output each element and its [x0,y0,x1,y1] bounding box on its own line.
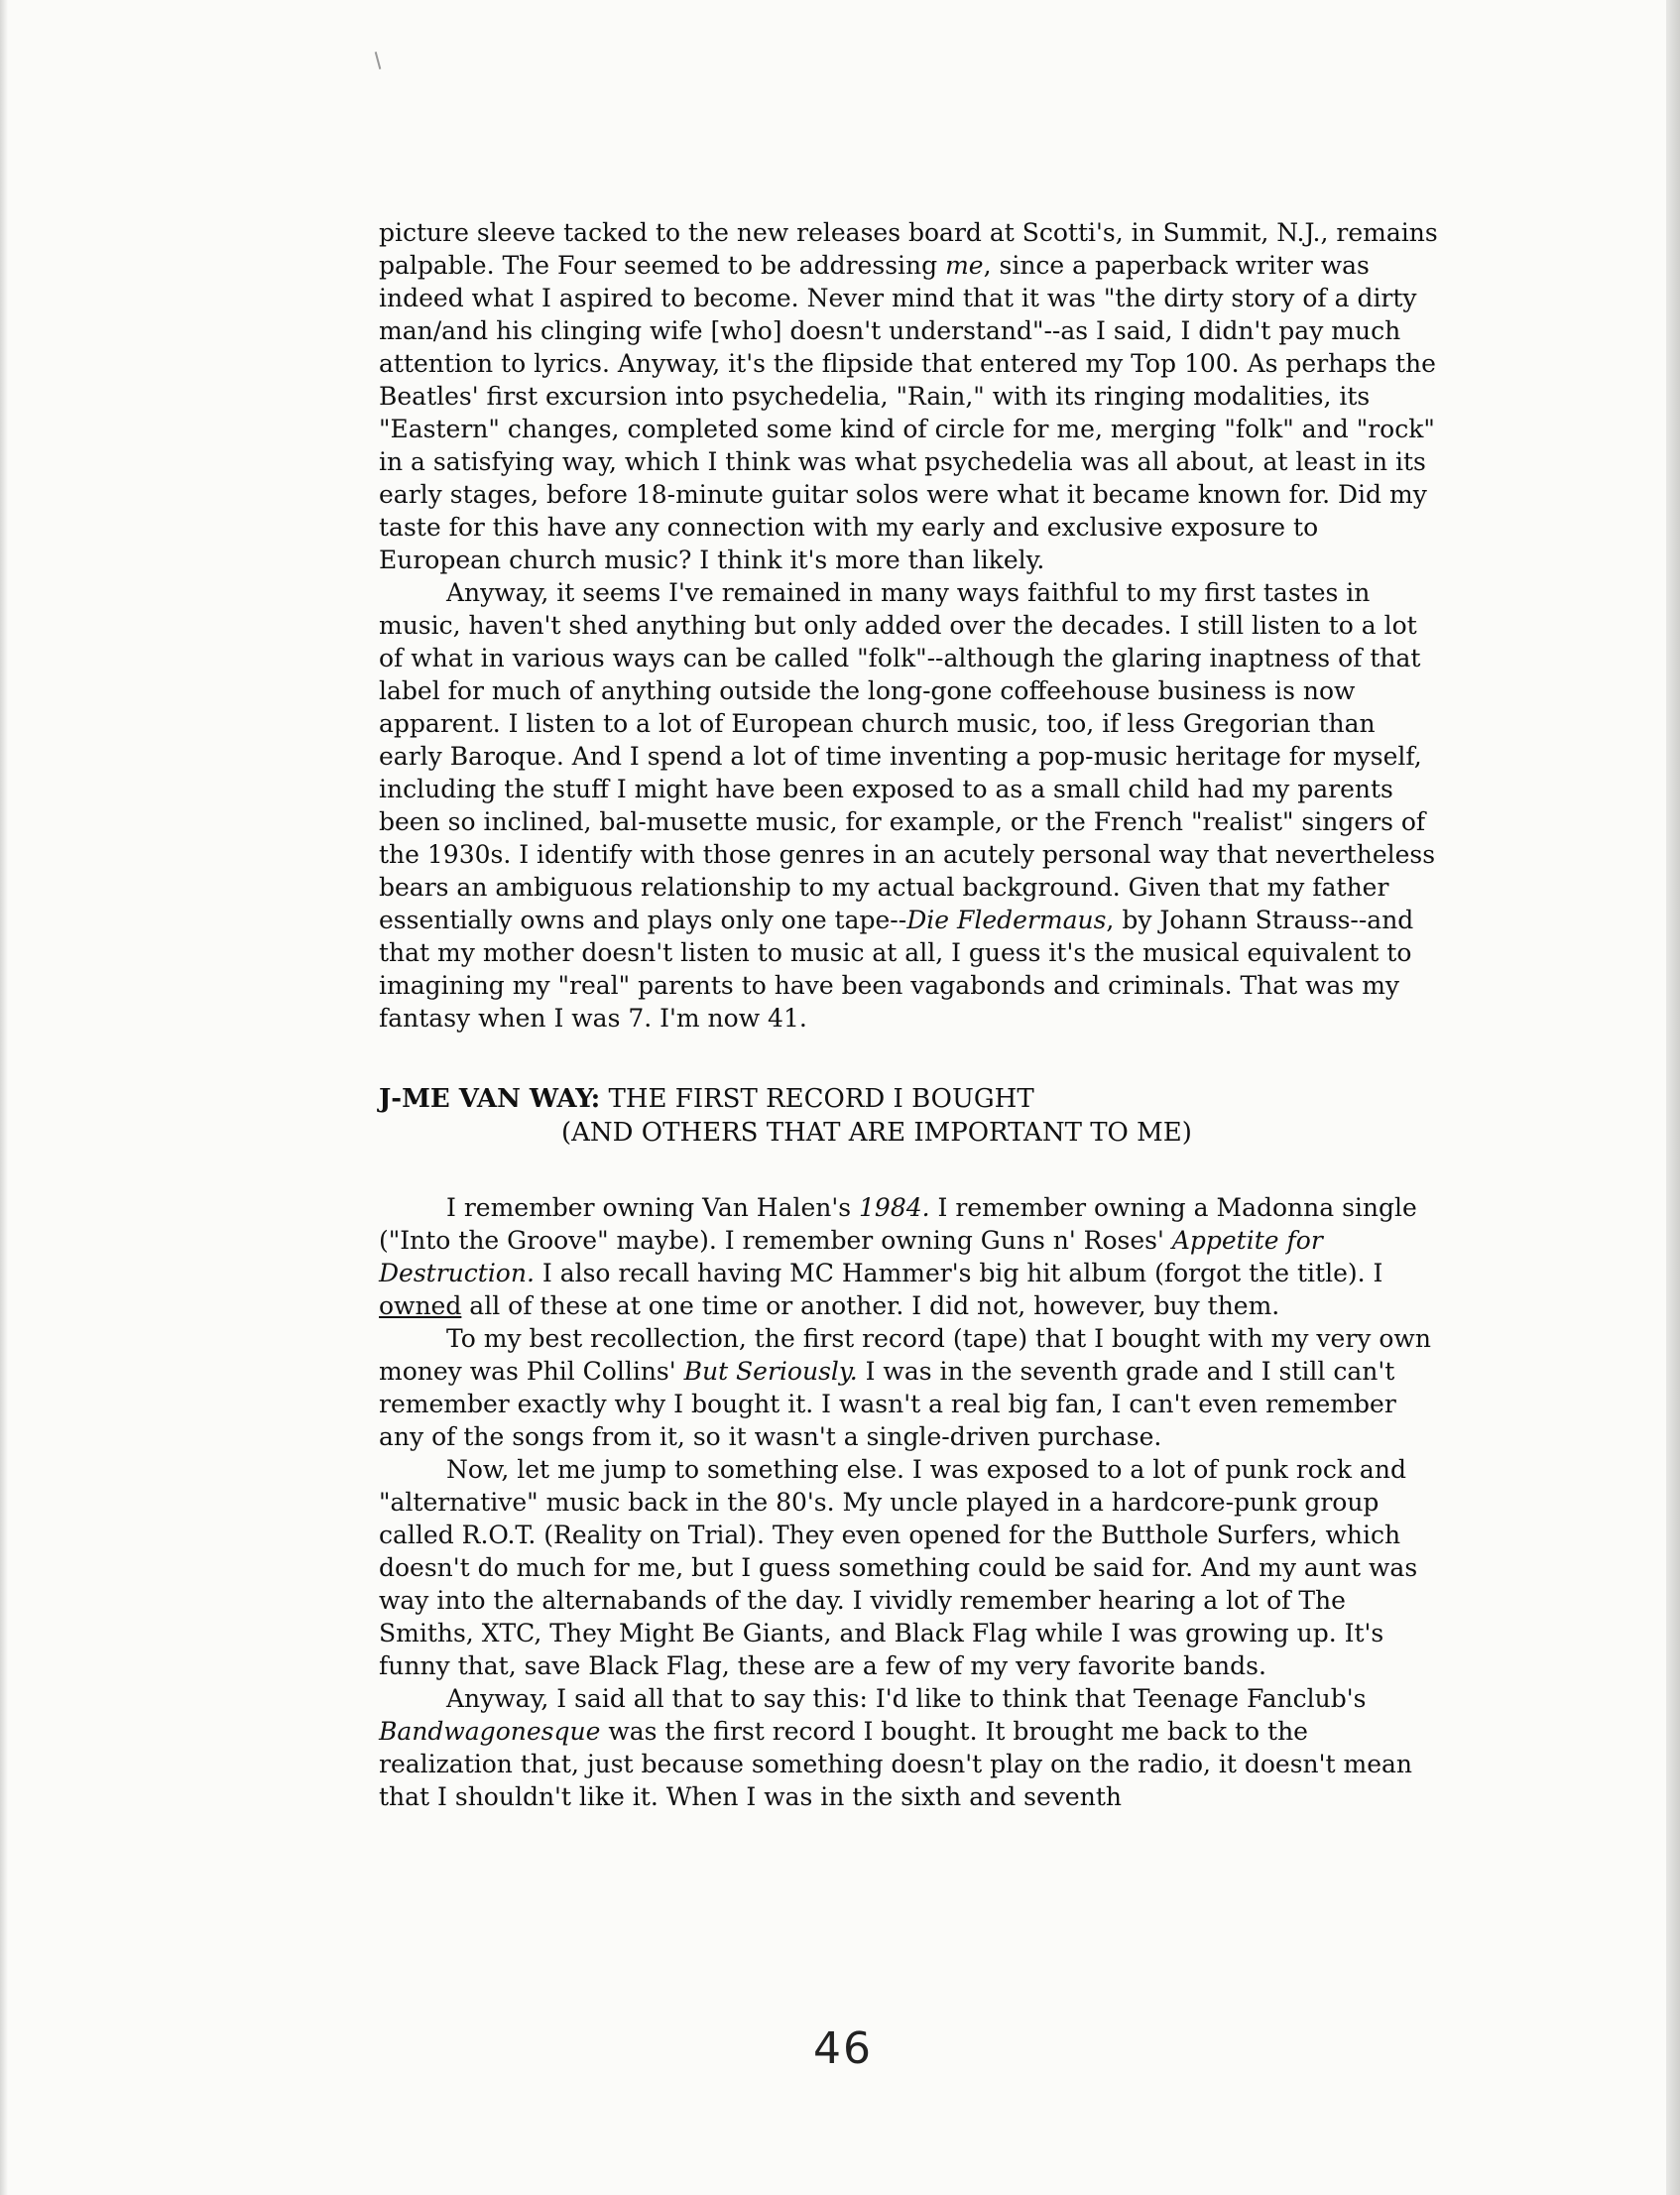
paragraph-3-text-d: all of these at one time or another. I did not, however, buy them. [461,1291,1280,1320]
paragraph-1 [379,216,1440,576]
paragraph-6 [379,1682,1440,1813]
paragraph-2 [379,576,1440,1035]
heading-author-name: J-ME VAN WAY: [379,1084,601,1114]
paragraph-4-emphasis: But Seriously. [683,1357,858,1386]
paragraph-6-text-a: Anyway, I said all that to say this: I'd like to think that Teenage Fanclub's [446,1684,1367,1713]
paragraph-6-emphasis: Bandwagonesque [379,1717,601,1746]
heading-title-line2: (AND OTHERS THAT ARE IMPORTANT TO ME) [561,1118,1192,1148]
scan-right-edge [1666,0,1680,2195]
section-heading [379,1082,1440,1150]
paragraph-6-text-b: was the first record I bought. It brought me back to the realization that, just because something doesn't play on the radio, it doesn't mean that I shouldn't like it. When I was in the sixth and seventh [379,1717,1413,1811]
paragraph-4 [379,1322,1440,1453]
paragraph-1-text-a: picture sleeve tacked to the new releases board at Scotti's, in Summit, N.J., remains palpable. The Four seemed to be addressing [379,218,1438,280]
paragraph-3-emphasis-2: Appetite for Destruction. [379,1226,1323,1287]
stray-mark [375,52,382,69]
paragraph-2-text-a: Anyway, it seems I've remained in many ways faithful to my first tastes in music, haven't shed anything but only added over the decades. I still listen to a lot of what in various ways can be called "folk"--although the glaring inaptness of that label for much of anything outside the long-gone coffeehouse business is now apparent. I listen to a lot of European church music, too, if less Gregorian than early Baroque. And I spend a lot of time inventing a pop-music heritage for myself, including the stuff I might have been exposed to as a small child had my parents been so inclined, bal-musette music, for example, or the French "realist" singers of the 1930s. I identify with those genres in an acutely personal way that nevertheless bears an ambiguous relationship to my actual background. Given that my father essentially owns and plays only one tape-- [379,578,1436,934]
paragraph-3-underlined: owned [379,1291,462,1320]
paragraph-4-text-a: To my best recollection, the first record (tape) that I bought with my very own money was Phil Collins' [379,1324,1431,1386]
heading-title-line1: THE FIRST RECORD I BOUGHT [608,1084,1034,1114]
paragraph-3-text-a: I remember owning Van Halen's [446,1193,860,1222]
document-body [379,216,1440,1813]
paragraph-4-text-b: I was in the seventh grade and I still can't remember exactly why I bought it. I wasn't a real big fan, I can't even remember any of the songs from it, so it wasn't a single-driven purchase. [379,1357,1396,1451]
paragraph-1-text-b: , since a paperback writer was indeed what I aspired to become. Never mind that it was "the dirty story of a dirty man/and his clinging wife [who] doesn't understand"--as I said, I didn't pay much attention to lyrics. Anyway, it's the flipside that entered my Top 100. As perhaps the Beatles' first excursion into psychedelia, "Rain," with its ringing modalities, its "Eastern" changes, completed some kind of circle for me, merging "folk" and "rock" in a satisfying way, which I think was what psychedelia was all about, at least in its early stages, before 18-minute guitar solos were what it became known for. Did my taste for this have any connection with my early and exclusive exposure to European church music? I think it's more than likely. [379,251,1436,574]
page-number: 46 [813,2023,873,2074]
paragraph-2-text-b: , by Johann Strauss--and that my mother doesn't listen to music at all, I guess it's the musical equivalent to imagining my "real" parents to have been vagabonds and criminals. That was my fantasy when I was 7. I'm now 41. [379,906,1414,1033]
paragraph-2-emphasis: Die Fledermaus [906,906,1107,934]
paragraph-3-emphasis-1: 1984. [859,1193,930,1222]
paragraph-5: Now, let me jump to something else. I was exposed to a lot of punk rock and "alternative" music back in the 80's. My uncle played in a hardcore-punk group called R.O.T. (Reality on Trial). They even opened for the Butthole Surfers, which doesn't do much for me, but I guess something could be said for. And my aunt was way into the alternabands of the day. I vividly remember hearing a lot of The Smiths, XTC, They Might Be Giants, and Black Flag while I was growing up. It's funny that, save Black Flag, these are a few of my very favorite bands. [379,1455,1418,1680]
section-body [379,1191,1440,1813]
paragraph-3-text-c: I also recall having MC Hammer's big hit album (forgot the title). I [534,1259,1383,1287]
paragraph-3 [379,1191,1440,1322]
paragraph-1-emphasis: me [945,251,984,280]
scan-left-edge [0,0,8,2195]
paragraph-3-text-b: I remember owning a Madonna single ("Into the Groove" maybe). I remember owning Guns n' Roses' [379,1193,1417,1255]
